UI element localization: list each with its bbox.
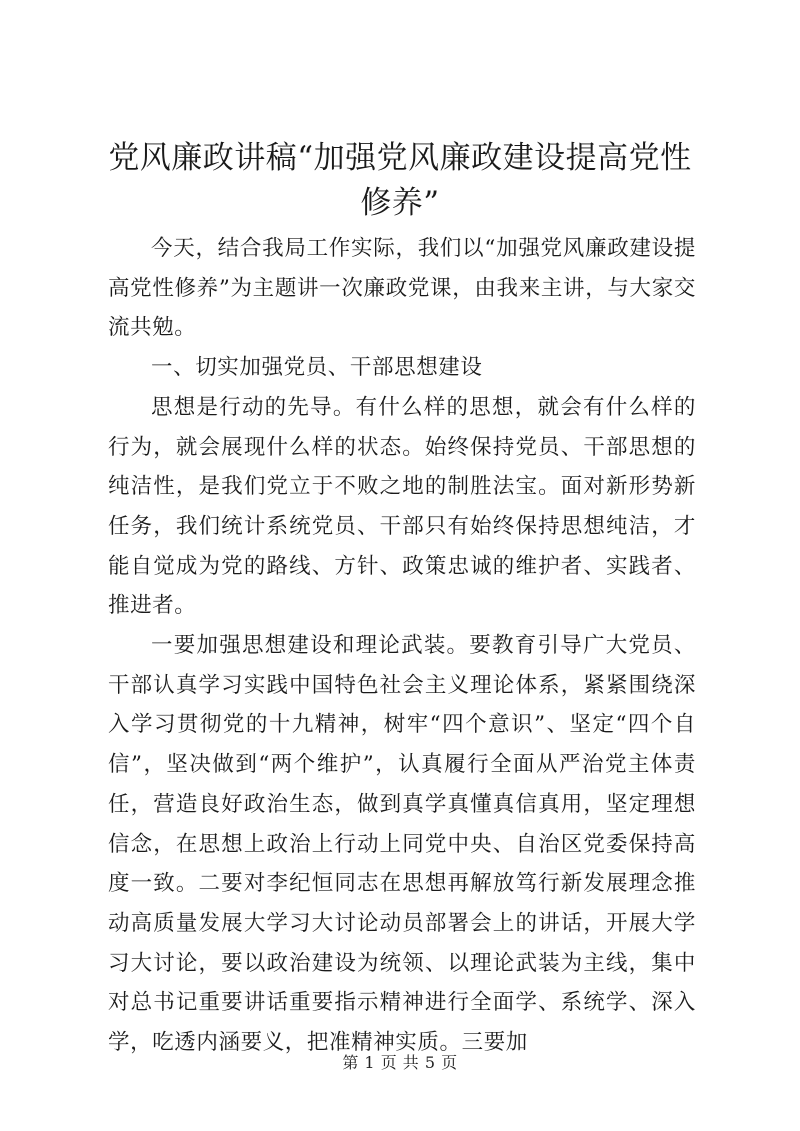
paragraph-thought: 思想是行动的先导。有什么样的思想，就会有什么样的行为，就会展现什么样的状态。始终保持党员、干部思想的纯洁性，是我们党立于不败之地的制胜法宝。面对新形势新任务，我们统计系统党员、干部只有始终保持思想纯洁，才能自觉成为党的路线、方针、政策忠诚的维护者、实践者、推进者。 xyxy=(108,394,696,619)
paragraph-theory: 一要加强思想建设和理论武装。要教育引导广大党员、干部认真学习实践中国特色社会主义理论体系，紧紧围绕深入学习贯彻党的十九精神，树牢“四个意识”、坚定“四个自信”，坚决做到“两个维护”，认真履行全面从严治党主体责任，营造良好政治生态，做到真学真懂真信真用，坚定理想信念，在思想上政治上行动上同党中央、自治区党委保持高度一致。二要对李纪恒同志在思想再解放笃行新发展理念推动高质量发展大学习大讨论动员部署会上的讲话，开展大学习大讨论，要以政治建设为统领、以理论武装为主线，集中对总书记重要讲话重要指示精神进行全面学、系统学、深入学，吃透内涵要义，把准精神实质。三要加 xyxy=(108,633,696,1056)
page-footer: 第 1 页 共 5 页 xyxy=(342,1053,458,1072)
document-title: 党风廉政讲稿“加强党风廉政建设提高党性修养” xyxy=(108,140,692,221)
section-heading-1: 一、切实加强党员、干部思想建设 xyxy=(151,355,483,381)
paragraph-intro: 今天，结合我局工作实际，我们以“加强党风廉政建设提高党性修养”为主题讲一次廉政党课，由我来主讲，与大家交流共勉。 xyxy=(108,236,696,341)
document-body xyxy=(108,229,696,1063)
